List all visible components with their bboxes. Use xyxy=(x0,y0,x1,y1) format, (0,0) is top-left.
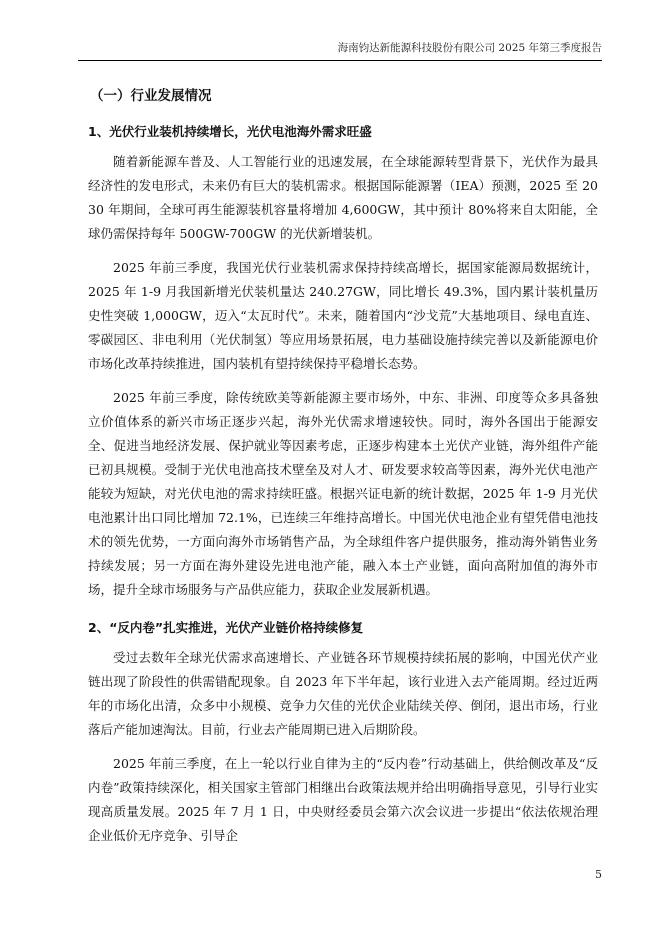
subsection-2-paragraph-1: 受过去数年全球光伏需求高速增长、产业链各环节规模持续拓展的影响，中国光伏产业链出现了阶段性的供需错配现象。自 2023 年下半年起，该行业进入去产能周期。经过近两年的市场化出清，众多中小规模、竞争力欠佳的光伏企业陆续关停、倒闭，退出市场，行业落后产能加速淘汰。目前，行业去产能周期已进入后期阶段。 xyxy=(88,650,598,737)
report-header xyxy=(78,40,602,61)
header-title: 海南钧达新能源科技股份有限公司 2025 年第三季度报告 xyxy=(337,42,602,54)
subsection-2-paragraph-2: 2025 年前三季度，在上一轮以行业自律为主的“反内卷”行动基础上，供给侧改革及“反内卷”政策持续深化，相关国家主管部门相继出台政策法规并给出明确指导意见，引导行业实现高质量发展。2025 年 7 月 1 日，中央财经委员会第六次会议进一步提出“依法依规治理企业低价无序竞争、引导企 xyxy=(88,756,598,843)
subsection-2-heading: 2、“反内卷”扎实推进，光伏产业链价格持续修复 xyxy=(88,620,364,635)
page-content xyxy=(88,78,598,858)
subsection-1-heading: 1、光伏行业装机持续增长，光伏电池海外需求旺盛 xyxy=(88,124,372,139)
page-number: 5 xyxy=(595,868,602,881)
subsection-1-paragraph-3: 2025 年前三季度，除传统欧美等新能源主要市场外，中东、非洲、印度等众多具备独立价值体系的新兴市场正逐步兴起，海外光伏需求增速较快。同时，海外各国出于能源安全、促进当地经济发展、保护就业等因素考虑，正逐步构建本土光伏产业链，海外组件产能已初具规模。受制于光伏电池高技术壁垒及对人才、研发要求较高等因素，海外光伏电池产能较为短缺，对光伏电池的需求持续旺盛。根据兴证电新的统计数据，2025 年 1-9 月光伏电池累计出口同比增加 72.1%，已连续三年维持高增长。中国光伏电池企业有望凭借电池技术的领先优势，一方面向海外市场销售产品，为全球组件客户提供服务，推动海外销售业务持续发展；另一方面在海外建设先进电池产能，融入本土产业链，面向高附加值的海外市场，提升全球市场服务与产品供应能力，获取企业发展新机遇。 xyxy=(88,390,598,597)
subsection-1-paragraph-2: 2025 年前三季度，我国光伏行业装机需求保持持续高增长，据国家能源局数据统计， 2025 年 1-9 月我国新增光伏装机量达 240.27GW，同比增长 49.3%，国内累计装机量历史性突破 1,000GW，迈入“太瓦时代”。未来，随着国内“沙戈荒”大基地项目、绿电直连、零碳园区、非电利用（光伏制氢）等应用场景拓展，电力基础设施持续完善以及新能源电价市场化改革持续推进，国内装机有望持续保持平稳增长态势。 xyxy=(88,260,598,371)
subsection-1-paragraph-1: 随着新能源车普及、人工智能行业的迅速发展，在全球能源转型背景下，光伏作为最具经济性的发电形式，未来仍有巨大的装机需求。根据国际能源署（IEA）预测，2025 至 2030 年期间，全球可再生能源装机容量将增加 4,600GW，其中预计 80%将来自太阳能，全球仍需保持每年 500GW-700GW 的光伏新增装机。 xyxy=(88,154,598,241)
section-heading: （一）行业发展情况 xyxy=(90,88,212,104)
